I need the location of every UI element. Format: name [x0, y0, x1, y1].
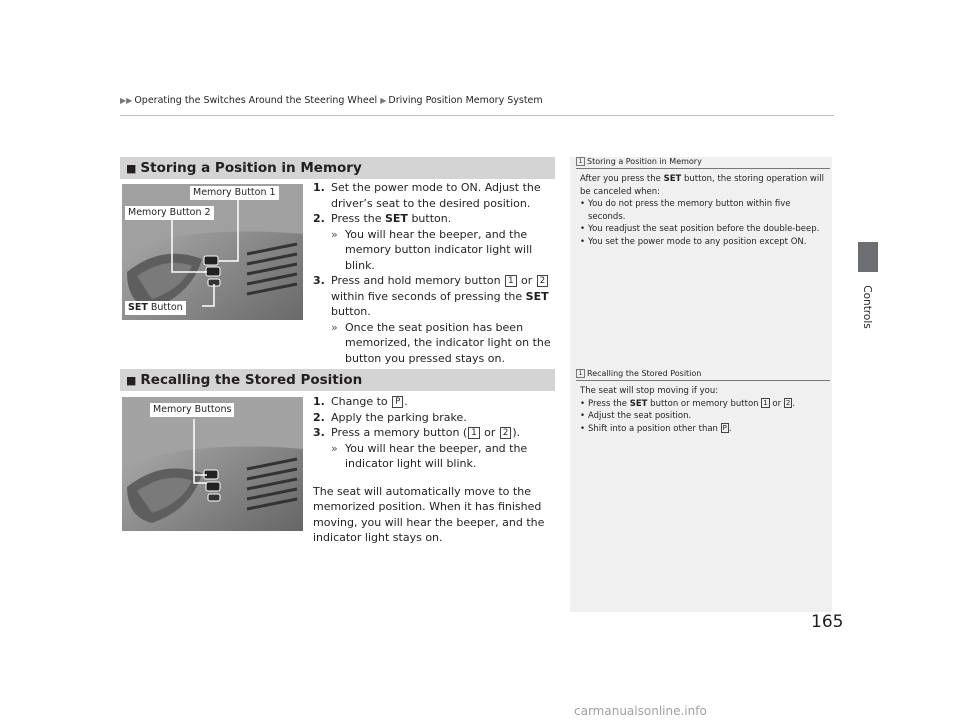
note-bullet: • Press the SET button or memory button 1 or 2 .: [580, 398, 830, 411]
recall-paragraph: The seat will automatically move to the memorized position. When it has finished moving, you will hear the beeper, and the indicator light stays on.: [313, 484, 545, 544]
heading-text: Storing a Position in Memory: [140, 160, 362, 176]
park-key: P: [392, 396, 403, 408]
section-heading-recalling: [120, 369, 555, 391]
note-recalling: [576, 369, 830, 435]
button-2-key: 2: [500, 427, 511, 439]
breadcrumb-arrow-icon: ▶▶: [120, 96, 133, 105]
section-heading-storing: [120, 157, 555, 179]
watermark[interactable]: carmanualsonline.info: [574, 704, 707, 718]
header-divider: [120, 115, 834, 116]
note-body: After you press the SET button, the storing operation will be canceled when: • You do not press the memory button within five seconds. • You readjust the seat position before the double-beep. • You set the power mode to any position except ON.: [576, 173, 830, 248]
result-arrow-icon: »: [331, 320, 338, 334]
breadcrumb-part-2[interactable]: Driving Position Memory System: [388, 95, 543, 106]
note-bullet: • Shift into a position other than P .: [580, 423, 830, 436]
note-bullet: • Adjust the seat position.: [580, 410, 830, 423]
door-panel-image: [122, 184, 303, 320]
section-tab: [858, 242, 878, 272]
step-2: 2. Press the SET button.: [313, 212, 452, 225]
memory-button-2-label: Memory Button 2: [125, 206, 214, 220]
note-storing: [576, 157, 830, 248]
sidebar-label: Controls: [861, 285, 873, 329]
memory-buttons-image: [122, 397, 303, 531]
heading-text: Recalling the Stored Position: [140, 372, 363, 388]
step-2: 2. Apply the parking brake.: [313, 410, 467, 424]
note-bullet: • You set the power mode to any position except ON.: [580, 236, 830, 249]
storing-steps: [313, 180, 558, 366]
step-1: 1. Change to P .: [313, 395, 408, 408]
heading-square-icon: ■: [126, 162, 137, 175]
memory-buttons-illustration: [122, 397, 303, 531]
memory-buttons-label: Memory Buttons: [150, 403, 234, 417]
door-panel-illustration: [122, 184, 303, 320]
step-3-result: » You will hear the beeper, and the indicator light will blink.: [331, 441, 528, 470]
step-3-result: » Once the seat position has been memorized, the indicator light on the button you pressed stays on.: [331, 320, 551, 365]
note-ref-icon: 1: [576, 369, 585, 378]
page-number: 165: [811, 612, 844, 632]
recalling-steps: [313, 394, 558, 546]
note-divider: [576, 380, 830, 381]
note-title: 1 Storing a Position in Memory: [576, 157, 830, 166]
breadcrumb-arrow-icon: ▶: [380, 96, 387, 105]
memory-button-1-label: Memory Button 1: [190, 186, 279, 200]
button-1-key: 1: [468, 427, 479, 439]
step-3: 3. Press and hold memory button 1 or 2 within five seconds of pressing the SET button.: [313, 274, 549, 318]
set-button-label: SET Button: [125, 301, 186, 315]
note-bullet: • You readjust the seat position before the double-beep.: [580, 223, 830, 236]
step-1: 1. Set the power mode to ON. Adjust the driver’s seat to the desired position.: [313, 181, 541, 210]
breadcrumb: [120, 95, 543, 106]
breadcrumb-part-1[interactable]: Operating the Switches Around the Steering Wheel: [134, 95, 378, 106]
note-divider: [576, 168, 830, 169]
note-body: The seat will stop moving if you: • Press the SET button or memory button 1 or 2 . • Adjust the seat position. • Shift into a position other than P .: [576, 385, 830, 435]
note-bullet: • You do not press the memory button within five seconds.: [580, 198, 830, 223]
button-1-key: 1: [505, 275, 516, 287]
result-arrow-icon: »: [331, 441, 338, 455]
button-2-key: 2: [537, 275, 548, 287]
step-3: 3. Press a memory button ( 1 or 2 ).: [313, 426, 521, 439]
note-title: 1 Recalling the Stored Position: [576, 369, 830, 378]
step-2-result: » You will hear the beeper, and the memory button indicator light will blink.: [331, 227, 533, 272]
result-arrow-icon: »: [331, 227, 338, 241]
note-ref-icon: 1: [576, 157, 585, 166]
heading-square-icon: ■: [126, 374, 137, 387]
